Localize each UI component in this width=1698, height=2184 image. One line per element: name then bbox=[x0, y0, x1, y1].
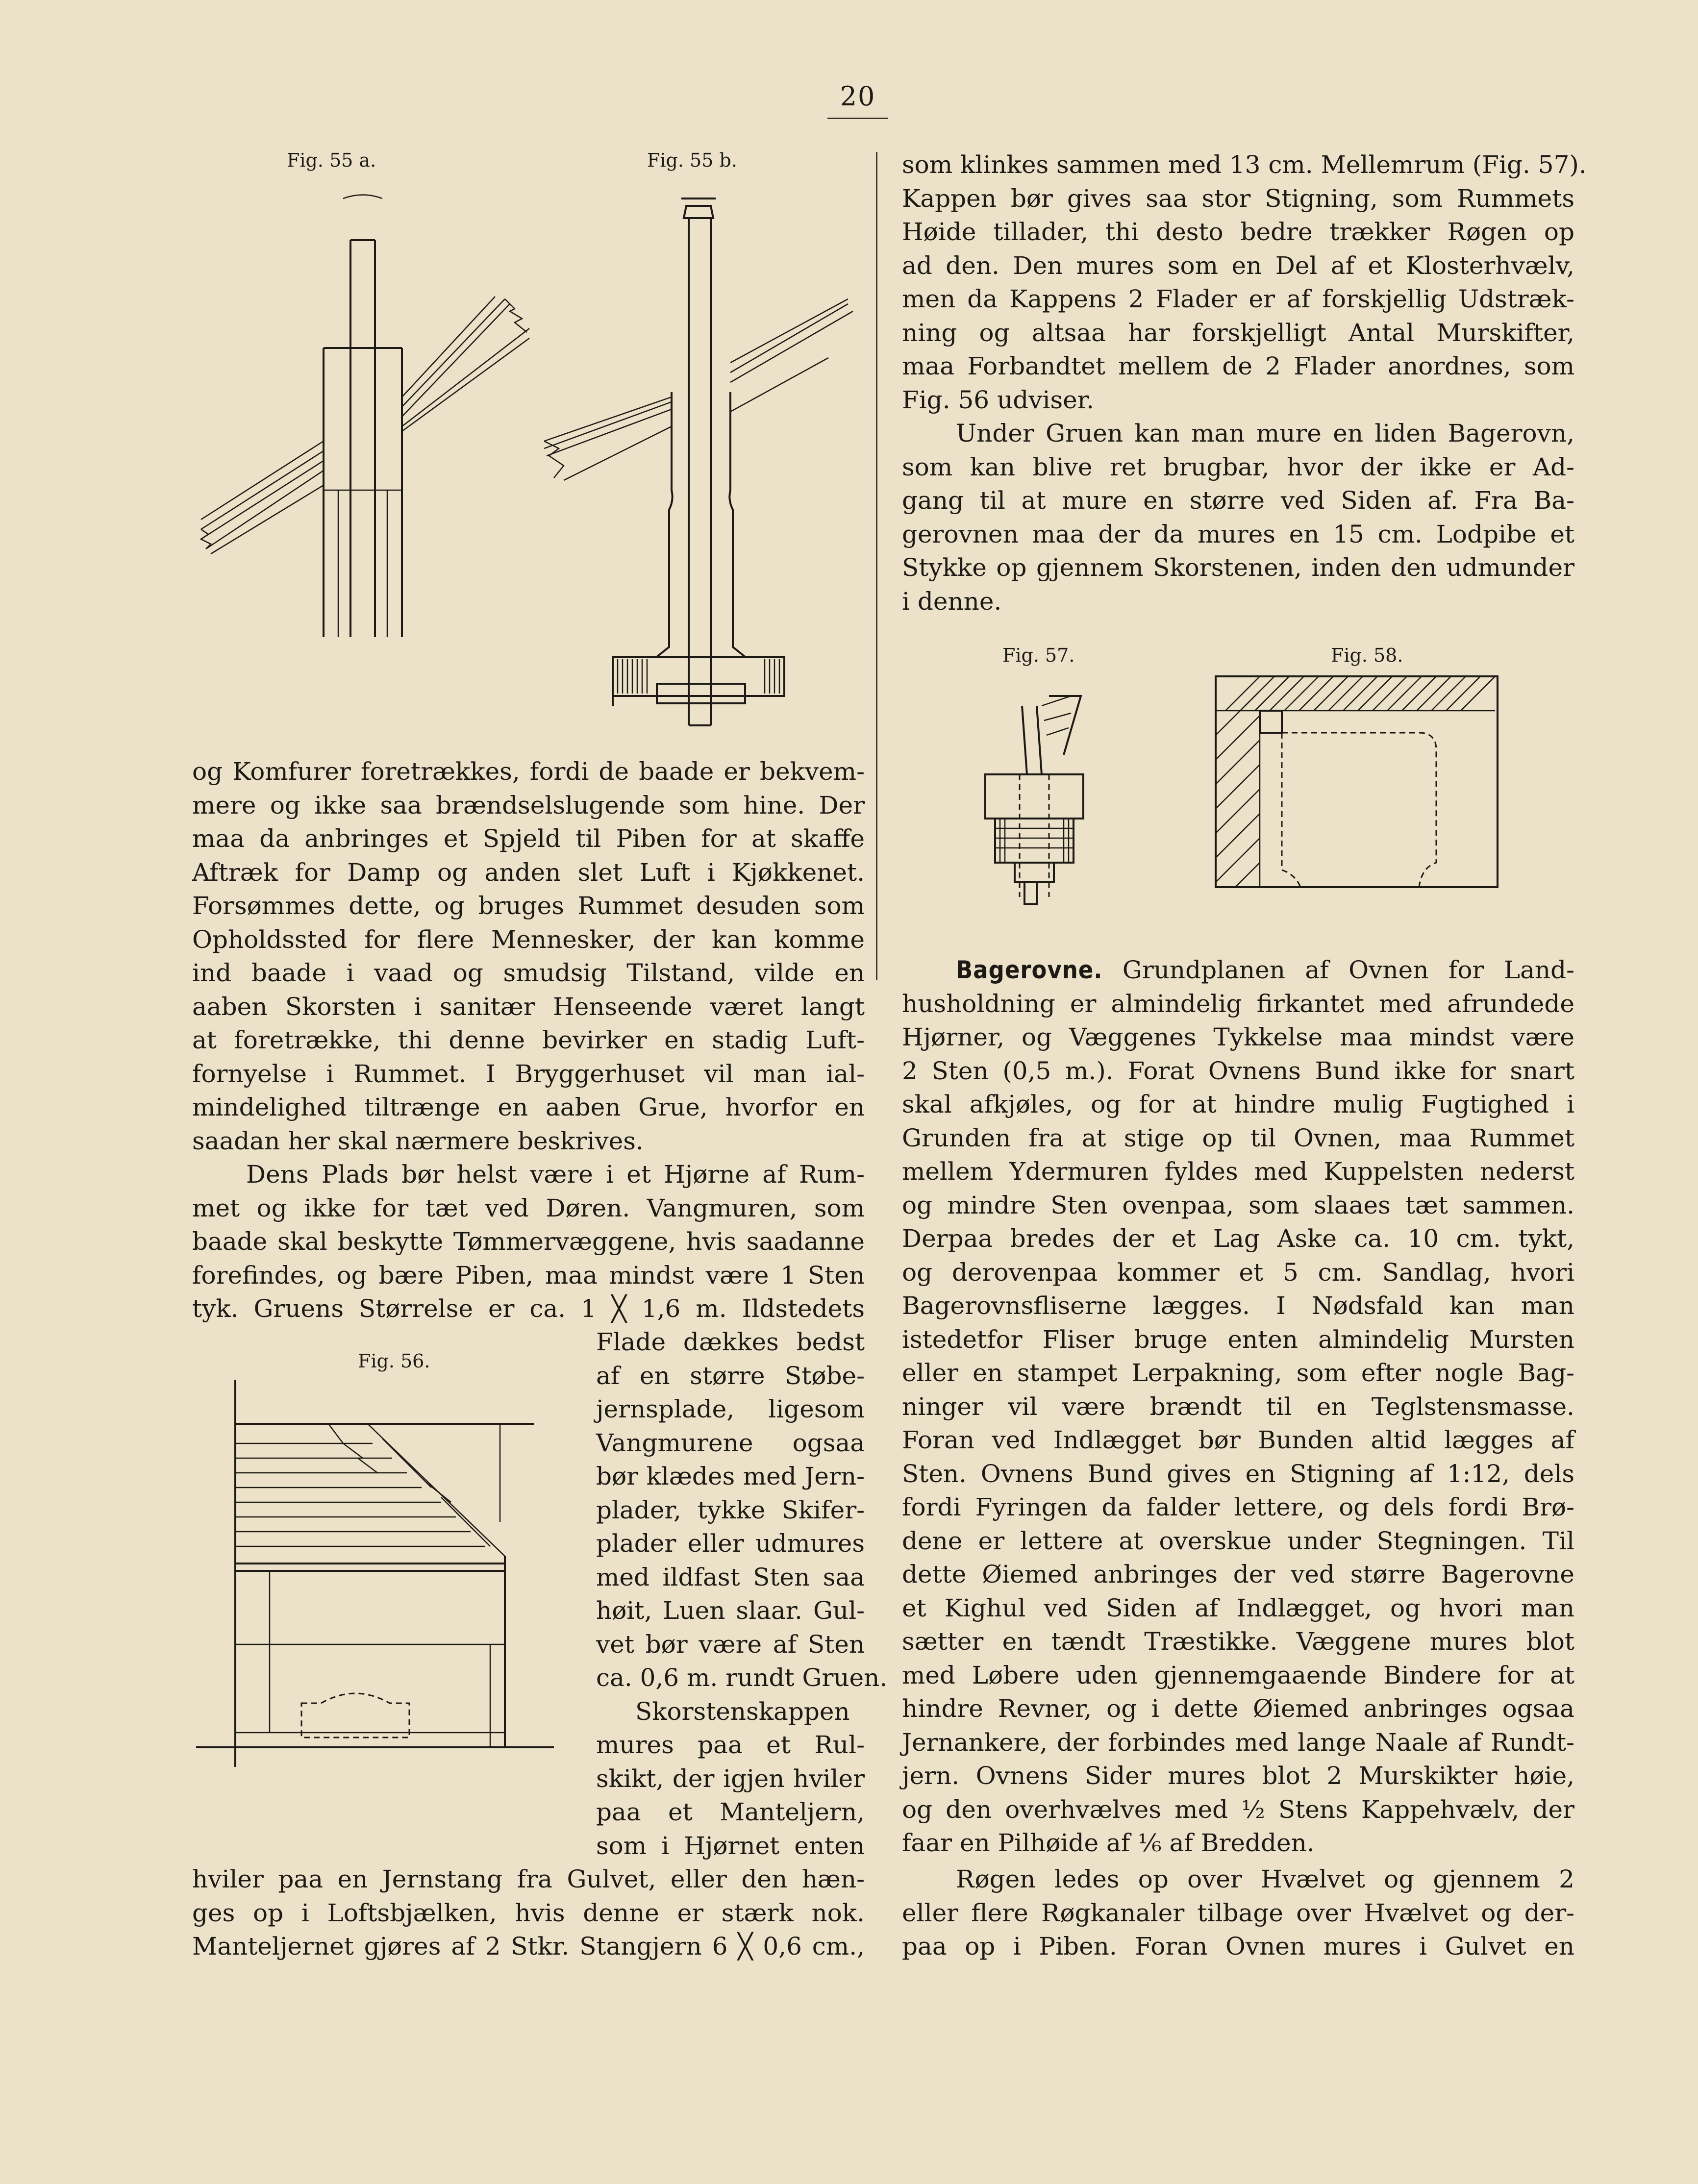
text-line: baade skal beskytte Tømmervæggene, hvis saadanne bbox=[192, 1227, 865, 1256]
fig56-chimney-hood-section bbox=[196, 1370, 569, 1772]
text-line: med Løbere uden gjennemgaaende Bindere for at bbox=[902, 1661, 1574, 1689]
text-line: eller flere Røgkanaler tilbage over Hvælvet og der- bbox=[902, 1898, 1574, 1927]
text-line: plader eller udmures bbox=[596, 1529, 865, 1558]
right-column-block3 bbox=[902, 953, 1574, 1860]
text-line: paa op i Piben. Foran Ovnen mures i Gulvet en bbox=[902, 1932, 1574, 1961]
text-line: Grunden fra at stige op til Ovnen, maa Rummet bbox=[902, 1123, 1574, 1152]
text-line: 2 Sten (0,5 m.). Forat Ovnens Bund ikke for snart bbox=[902, 1056, 1574, 1085]
text-line: ind baade i vaad og smudsig Tilstand, vilde en bbox=[192, 959, 865, 987]
text-line: Aftræk for Damp og anden slet Luft i Kjøkkenet. bbox=[192, 858, 865, 887]
right-column-block2 bbox=[902, 417, 1574, 618]
text-line: og Komfurer foretrækkes, fordi de baade er bekvem- bbox=[192, 757, 865, 786]
text-line: eller en stampet Lerpakning, som efter nogle Bag- bbox=[902, 1359, 1574, 1387]
text-line: som klinkes sammen med 13 cm. Mellemrum (Fig. 57). bbox=[902, 150, 1587, 179]
text-line: Flade dækkes bedst bbox=[596, 1328, 865, 1356]
fig58-caption: Fig. 58. bbox=[1331, 645, 1403, 666]
text-line: ges op i Loftsbjælken, hvis denne er stærk nok. bbox=[192, 1898, 865, 1927]
text-line: som i Hjørnet enten bbox=[596, 1831, 865, 1860]
fig57-caption: Fig. 57. bbox=[1002, 645, 1075, 666]
text-line: Sten. Ovnens Bund gives en Stigning af 1:12, dels bbox=[902, 1459, 1574, 1488]
text-line: Bagerovnsfliserne lægges. I Nødsfald kan man bbox=[902, 1291, 1574, 1320]
text-line: og den overhvælves med ½ Stens Kappehvælv, der bbox=[902, 1795, 1574, 1824]
text-line: jern. Ovnens Sider mures blot 2 Murskikter høie, bbox=[902, 1762, 1574, 1790]
text-line: mindelighed tiltrænge en aaben Grue, hvorfor en bbox=[192, 1093, 865, 1121]
text-line: et Kighul ved Siden af Indlægget, og hvori man bbox=[902, 1593, 1574, 1622]
text-line: hindre Revner, og i dette Øiemed anbringes ogsaa bbox=[902, 1694, 1574, 1723]
text-line: mere og ikke saa brændselslugende som hine. Der bbox=[192, 791, 865, 819]
text-line: Hjørner, og Væggenes Tykkelse maa mindst være bbox=[902, 1023, 1574, 1051]
right-column-block4 bbox=[902, 1862, 1574, 1963]
text-line: Høide tillader, thi desto bedre trækker Røgen op bbox=[902, 218, 1574, 246]
text-line: ninger vil være brændt til en Teglstensmasse. bbox=[902, 1392, 1574, 1421]
text-line: ad den. Den mures som en Del af et Klosterhvælv, bbox=[902, 251, 1574, 280]
left-column-block1 bbox=[192, 755, 865, 1158]
text-line: Derpaa bredes der et Lag Aske ca. 10 cm. tykt, bbox=[902, 1224, 1574, 1253]
text-line: Kappen bør gives saa stor Stigning, som Rummets bbox=[902, 184, 1574, 213]
text-line: Under Gruen kan man mure en liden Bagerovn, bbox=[956, 419, 1574, 447]
text-line: maa Forbandtet mellem de 2 Flader anordnes, som bbox=[902, 352, 1574, 380]
left-column-block3 bbox=[192, 1862, 865, 1963]
left-column-block2 bbox=[192, 1158, 865, 1326]
text-line: Manteljernet gjøres af 2 Stkr. Stangjern 6 ╳ 0,6 cm., bbox=[192, 1932, 865, 1961]
page-number: 20 bbox=[840, 81, 876, 112]
text-line: husholdning er almindelig firkantet med afrundede bbox=[902, 989, 1574, 1018]
text-line: forefindes, og bære Piben, maa mindst være 1 Sten bbox=[192, 1261, 865, 1290]
text-line: gang til at mure en større ved Siden af. Fra Ba- bbox=[902, 486, 1574, 515]
text-line: skikt, der igjen hviler bbox=[596, 1764, 865, 1793]
text-line: fordi Fyringen da falder lettere, og dels fordi Brø- bbox=[902, 1493, 1574, 1521]
text-line: med ildfast Sten saa bbox=[596, 1563, 865, 1591]
section-heading-bagerovne: Bagerovne. bbox=[956, 956, 1103, 984]
text-line: Røgen ledes op over Hvælvet og gjennem 2 bbox=[956, 1865, 1574, 1893]
page-number-rule bbox=[827, 118, 888, 119]
text-line bbox=[902, 953, 1574, 987]
left-column-beside-fig56 bbox=[596, 1325, 888, 1862]
text-line: og mindre Sten ovenpaa, som slaaes tæt sammen. bbox=[902, 1191, 1574, 1219]
fig55a-caption: Fig. 55 a. bbox=[287, 149, 376, 171]
text-line: paa et Manteljern, bbox=[596, 1798, 865, 1826]
right-column-block1 bbox=[902, 148, 1587, 417]
text-line: istedetfor Fliser bruge enten almindelig Mursten bbox=[902, 1325, 1574, 1354]
text-line: saadan her skal nærmere beskrives. bbox=[192, 1126, 644, 1155]
text-line: tyk. Gruens Størrelse er ca. 1 ╳ 1,6 m. Ildstedets bbox=[192, 1294, 865, 1323]
text-line: sætter en tændt Træstikke. Væggene mures blot bbox=[902, 1627, 1574, 1656]
text-line: Vangmurene ogsaa bbox=[596, 1428, 865, 1457]
text-line: Stykke op gjennem Skorstenen, inden den udmunder bbox=[902, 553, 1574, 582]
text-line: at foretrække, thi denne bevirker en stadig Luft- bbox=[192, 1026, 865, 1054]
text-line: høit, Luen slaar. Gul- bbox=[596, 1596, 865, 1625]
text-line-continuation: Grundplanen af Ovnen for Land- bbox=[1122, 956, 1574, 984]
text-line: faar en Pilhøide af ⅙ af Bredden. bbox=[902, 1829, 1315, 1857]
text-line: Opholdssted for flere Mennesker, der kan komme bbox=[192, 925, 865, 954]
text-line: ning og altsaa har forskjelligt Antal Murskifter, bbox=[902, 318, 1574, 347]
text-line: mellem Ydermuren fyldes med Kuppelsten nederst bbox=[902, 1157, 1574, 1186]
text-line: Skorstenskappen bbox=[635, 1697, 850, 1726]
text-line: som kan blive ret brugbar, hvor der ikke er Ad- bbox=[902, 452, 1574, 481]
text-line: skal afkjøles, og for at hindre mulig Fugtighed i bbox=[902, 1090, 1574, 1118]
text-line: met og ikke for tæt ved Døren. Vangmuren, som bbox=[192, 1193, 865, 1222]
fig55a-chimney-drawing bbox=[191, 186, 534, 652]
text-line: hviler paa en Jernstang fra Gulvet, eller den hæn- bbox=[192, 1865, 865, 1893]
text-line: mures paa et Rul- bbox=[596, 1731, 865, 1759]
text-line: i denne. bbox=[902, 587, 1002, 616]
text-line: Jernankere, der forbindes med lange Naale af Rundt- bbox=[902, 1728, 1574, 1757]
text-line: Forsømmes dette, og bruges Rummet desuden som bbox=[192, 892, 865, 920]
text-line: af en større Støbe- bbox=[596, 1361, 865, 1390]
text-line: plader, tykke Skifer- bbox=[596, 1495, 865, 1524]
text-line: ca. 0,6 m. rundt Gruen. bbox=[596, 1663, 888, 1692]
fig56-caption: Fig. 56. bbox=[358, 1350, 430, 1372]
text-line: fornyelse i Rummet. I Bryggerhuset vil man ial- bbox=[192, 1059, 865, 1088]
text-line: vet bør være af Sten bbox=[596, 1630, 865, 1659]
text-line: maa da anbringes et Spjeld til Piben for at skaffe bbox=[192, 824, 865, 853]
fig55b-chimney-drawing bbox=[534, 186, 877, 740]
text-line: aaben Skorsten i sanitær Henseende været langt bbox=[192, 992, 865, 1021]
fig57-hood-detail bbox=[975, 676, 1103, 931]
text-line: bør klædes med Jern- bbox=[596, 1462, 865, 1490]
text-line: og derovenpaa kommer et 5 cm. Sandlag, hvori bbox=[902, 1258, 1574, 1287]
text-line: dene er lettere at overskue under Stegningen. Til bbox=[902, 1526, 1574, 1555]
text-line: Dens Plads bør helst være i et Hjørne af Rum- bbox=[246, 1160, 865, 1189]
text-line: gerovnen maa der da mures en 15 cm. Lodpibe et bbox=[902, 520, 1574, 548]
text-line: Fig. 56 udviser. bbox=[902, 385, 1094, 414]
fig55b-caption: Fig. 55 b. bbox=[647, 149, 737, 171]
text-line: jernsplade, ligesom bbox=[596, 1395, 865, 1423]
fig58-oven-plan bbox=[1211, 671, 1505, 892]
text-line: Foran ved Indlægget bør Bunden altid lægges af bbox=[902, 1426, 1574, 1454]
text-line: dette Øiemed anbringes der ved større Bagerovne bbox=[902, 1560, 1574, 1588]
text-line: men da Kappens 2 Flader er af forskjellig Udstræk- bbox=[902, 285, 1574, 313]
